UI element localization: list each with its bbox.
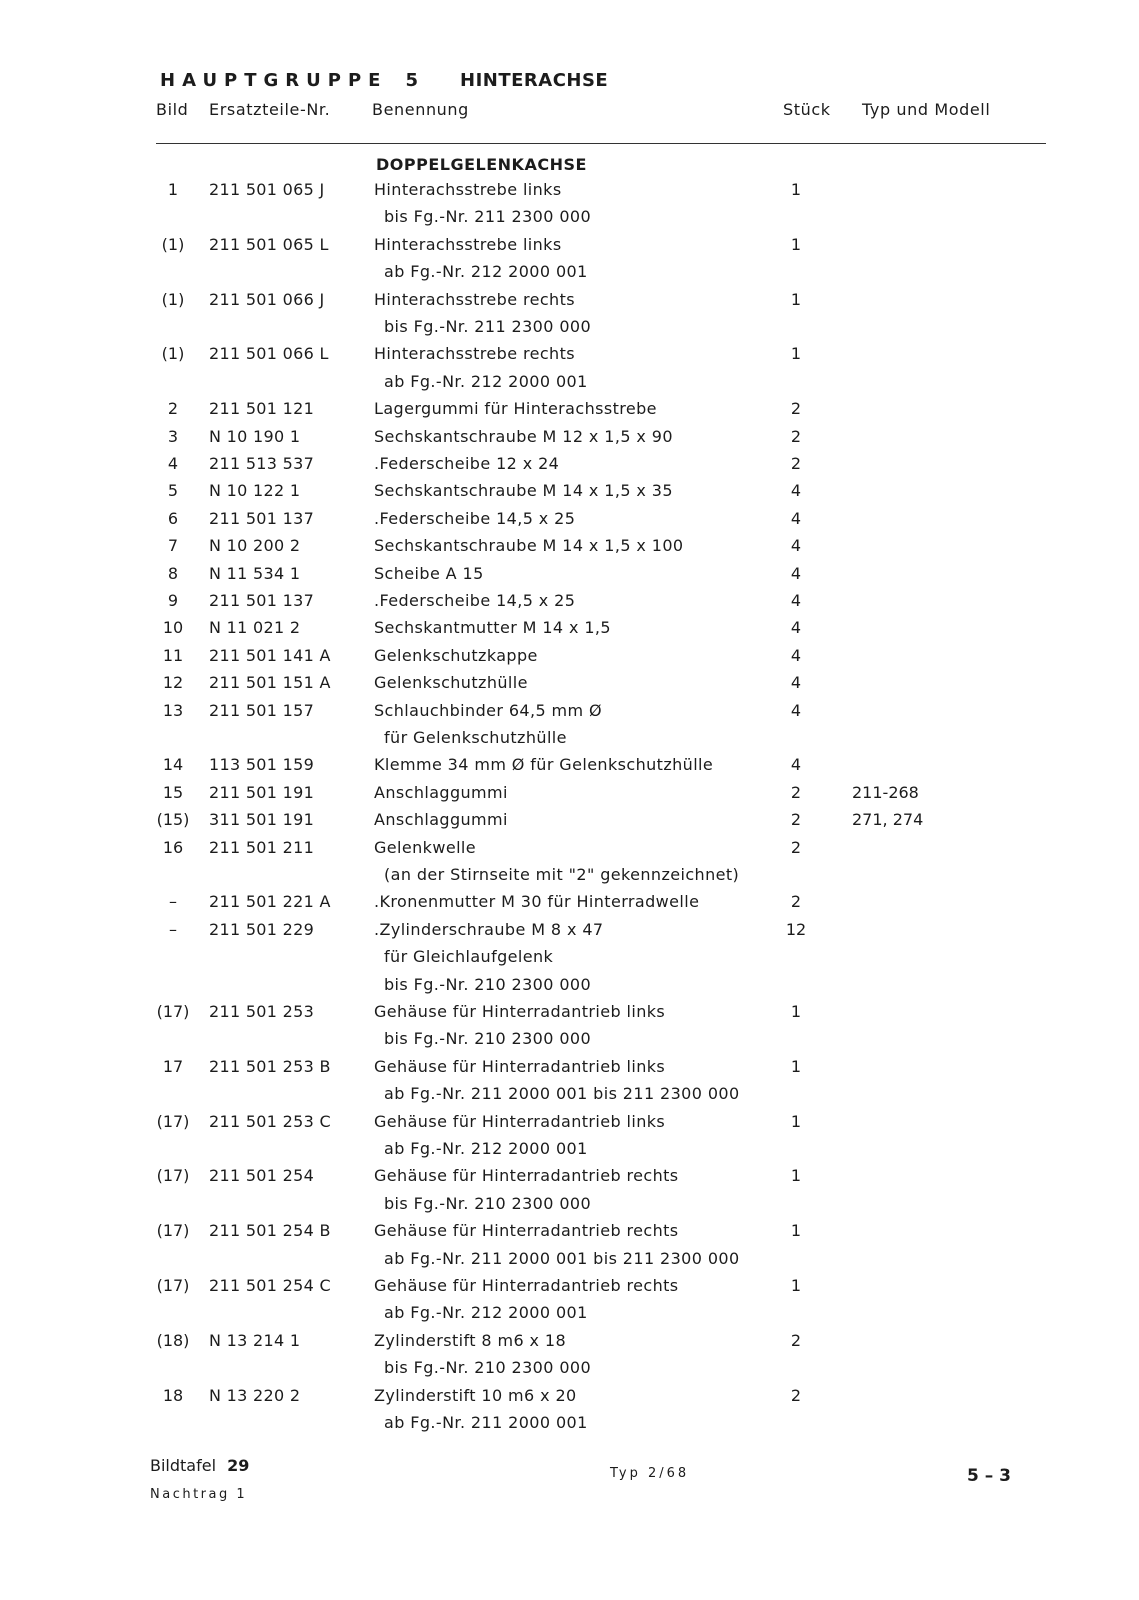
cell-stueck: 4 — [790, 481, 802, 501]
table-row — [0, 1190, 1139, 1218]
cell-ersatzteil-nr: 211 501 253 C — [209, 1111, 331, 1131]
cell-bild: – — [169, 892, 177, 912]
cell-ersatzteil-nr: 211 501 137 — [209, 508, 315, 528]
cell-benennung: Hinterachsstrebe links — [374, 180, 562, 199]
table-row — [0, 971, 1139, 999]
cell-benennung: Hinterachsstrebe rechts — [374, 289, 575, 309]
cell-ersatzteil-nr: 211 501 253 — [209, 1002, 315, 1021]
table-row — [0, 806, 1139, 834]
table-row — [0, 560, 1139, 588]
cell-ersatzteil-nr: 211 501 254 B — [209, 1221, 331, 1241]
cell-bild: (17) — [156, 1276, 190, 1295]
cell-bild: (17) — [156, 1002, 190, 1021]
cell-ersatzteil-nr: 211 501 229 — [209, 919, 315, 939]
table-row — [0, 861, 1139, 889]
table-row — [0, 395, 1139, 423]
cell-ersatzteil-nr: N 11 534 1 — [209, 563, 301, 583]
cell-bild: (1) — [161, 344, 185, 364]
cell-benennung: .Kronenmutter M 30 für Hinterradwelle — [374, 892, 700, 912]
cell-ersatzteil-nr: 211 501 254 C — [209, 1276, 331, 1295]
table-row — [0, 258, 1139, 286]
table-row — [0, 1217, 1139, 1245]
cell-bild: 14 — [162, 755, 184, 775]
cell-bild: 12 — [162, 673, 184, 693]
table-row — [0, 1354, 1139, 1382]
table-row — [0, 697, 1139, 725]
cell-stueck: 2 — [790, 810, 802, 830]
cell-benennung: Hinterachsstrebe links — [374, 234, 562, 254]
cell-stueck: 4 — [790, 755, 802, 775]
cell-stueck: 4 — [790, 591, 802, 610]
table-row — [0, 1272, 1139, 1300]
cell-bild: 6 — [167, 508, 179, 528]
table-row — [0, 998, 1139, 1026]
title-name: HINTERACHSE — [460, 70, 609, 91]
cell-bild: 8 — [167, 563, 179, 583]
cell-ersatzteil-nr: 211 501 151 A — [209, 673, 331, 693]
cell-bild: (1) — [161, 234, 185, 254]
cell-benennung: Schlauchbinder 64,5 mm Ø — [374, 700, 602, 720]
cell-stueck: 2 — [790, 892, 802, 912]
table-row — [0, 888, 1139, 916]
cell-benennung: Gelenkwelle — [374, 837, 477, 857]
cell-bild: 13 — [162, 700, 184, 720]
table-row — [0, 1053, 1139, 1081]
cell-ersatzteil-nr: 113 501 159 — [209, 755, 315, 775]
table-row — [0, 1245, 1139, 1273]
cell-benennung: Klemme 34 mm Ø für Gelenkschutzhülle — [374, 755, 714, 775]
cell-stueck: 1 — [790, 234, 802, 254]
cell-ersatzteil-nr: 211 501 065 J — [209, 180, 325, 199]
cell-bild: 15 — [162, 782, 184, 802]
cell-bild: 3 — [167, 426, 179, 446]
cell-stueck: 2 — [790, 837, 802, 857]
column-header-typ: Typ und Modell — [862, 100, 991, 119]
cell-benennung: Gehäuse für Hinterradantrieb links — [374, 1002, 666, 1021]
cell-stueck: 1 — [790, 1221, 802, 1241]
table-row — [0, 834, 1139, 862]
cell-stueck: 1 — [790, 1276, 802, 1295]
cell-benennung: ab Fg.-Nr. 212 2000 001 — [384, 1139, 588, 1158]
cell-benennung: bis Fg.-Nr. 211 2300 000 — [384, 207, 592, 227]
table-row — [0, 1299, 1139, 1327]
table-row — [0, 1382, 1139, 1410]
cell-ersatzteil-nr: 211 501 254 — [209, 1166, 315, 1186]
cell-ersatzteil-nr: N 10 122 1 — [209, 481, 301, 501]
table-row — [0, 477, 1139, 505]
table-row — [0, 669, 1139, 697]
cell-stueck: 2 — [790, 399, 802, 419]
cell-ersatzteil-nr: 211 501 253 B — [209, 1056, 331, 1076]
cell-stueck: 1 — [790, 1111, 802, 1131]
cell-stueck: 1 — [790, 1056, 802, 1076]
cell-benennung: Sechskantschraube M 14 x 1,5 x 100 — [374, 536, 684, 556]
cell-benennung: Lagergummi für Hinterachsstrebe — [374, 399, 657, 419]
cell-bild: – — [169, 919, 177, 939]
table-row — [0, 587, 1139, 615]
cell-stueck: 2 — [790, 426, 802, 446]
cell-ersatzteil-nr: N 13 214 1 — [209, 1330, 301, 1350]
page-title — [160, 70, 608, 91]
cell-ersatzteil-nr: N 10 190 1 — [209, 426, 301, 446]
table-row — [0, 1327, 1139, 1355]
table-row — [0, 505, 1139, 533]
cell-ersatzteil-nr: 211 501 137 — [209, 591, 315, 610]
cell-ersatzteil-nr: 211 501 066 J — [209, 289, 325, 309]
cell-bild: 2 — [167, 399, 179, 419]
cell-benennung: ab Fg.-Nr. 211 2000 001 bis 211 2300 000 — [384, 1084, 740, 1104]
bildtafel-label: Bildtafel — [150, 1456, 217, 1475]
section-title: DOPPELGELENKACHSE — [376, 155, 587, 174]
column-header-benennung: Benennung — [372, 100, 469, 119]
cell-ersatzteil-nr: N 11 021 2 — [209, 618, 301, 638]
table-row — [0, 450, 1139, 478]
table-row — [0, 724, 1139, 752]
cell-ersatzteil-nr: 211 501 191 — [209, 782, 315, 802]
cell-ersatzteil-nr: 211 513 537 — [209, 454, 315, 473]
cell-ersatzteil-nr: 311 501 191 — [209, 810, 315, 830]
cell-benennung: (an der Stirnseite mit "2" gekennzeichnet) — [384, 865, 740, 884]
cell-benennung: Zylinderstift 8 m6 x 18 — [374, 1330, 567, 1350]
table-row — [0, 642, 1139, 670]
cell-benennung: Gehäuse für Hinterradantrieb rechts — [374, 1221, 679, 1241]
cell-benennung: für Gleichlaufgelenk — [384, 947, 554, 967]
cell-bild: 7 — [167, 536, 179, 556]
table-row — [0, 203, 1139, 231]
cell-typ-modell: 271, 274 — [852, 810, 924, 830]
cell-bild: 18 — [162, 1385, 184, 1405]
cell-bild: 1 — [167, 180, 179, 199]
title-gruppe: HAUPTGRUPPE — [160, 70, 388, 91]
cell-ersatzteil-nr: 211 501 157 — [209, 700, 315, 720]
cell-bild: 11 — [162, 645, 184, 665]
cell-stueck: 2 — [790, 1330, 802, 1350]
cell-benennung: bis Fg.-Nr. 210 2300 000 — [384, 1193, 592, 1213]
cell-stueck: 4 — [790, 700, 802, 720]
cell-benennung: ab Fg.-Nr. 211 2000 001 bis 211 2300 000 — [384, 1248, 740, 1268]
table-row — [0, 1135, 1139, 1163]
cell-benennung: ab Fg.-Nr. 212 2000 001 — [384, 262, 588, 282]
cell-benennung: ab Fg.-Nr. 212 2000 001 — [384, 371, 588, 391]
cell-benennung: Sechskantmutter M 14 x 1,5 — [374, 618, 611, 638]
cell-ersatzteil-nr: 211 501 211 — [209, 837, 315, 857]
cell-benennung: bis Fg.-Nr. 210 2300 000 — [384, 974, 592, 994]
cell-bild: 9 — [167, 591, 179, 610]
cell-bild: (17) — [156, 1111, 190, 1131]
cell-stueck: 4 — [790, 673, 802, 693]
cell-stueck: 1 — [790, 1166, 802, 1186]
cell-benennung: Anschlaggummi — [374, 810, 508, 830]
cell-benennung: Gelenkschutzhülle — [374, 673, 528, 693]
cell-stueck: 1 — [790, 180, 802, 199]
cell-benennung: Sechskantschraube M 14 x 1,5 x 35 — [374, 481, 673, 501]
table-row — [0, 779, 1139, 807]
cell-ersatzteil-nr: 211 501 221 A — [209, 892, 331, 912]
cell-bild: 4 — [167, 454, 179, 473]
cell-ersatzteil-nr: N 13 220 2 — [209, 1385, 301, 1405]
cell-bild: 10 — [162, 618, 184, 638]
cell-bild: 16 — [162, 837, 184, 857]
table-row — [0, 176, 1139, 204]
bildtafel-number: 29 — [227, 1456, 250, 1475]
cell-ersatzteil-nr: 211 501 141 A — [209, 645, 331, 665]
cell-benennung: bis Fg.-Nr. 210 2300 000 — [384, 1029, 592, 1049]
cell-bild: (1) — [161, 289, 185, 309]
cell-ersatzteil-nr: 211 501 065 L — [209, 234, 329, 254]
cell-ersatzteil-nr: N 10 200 2 — [209, 536, 301, 556]
cell-benennung: Gehäuse für Hinterradantrieb links — [374, 1056, 666, 1076]
cell-stueck: 2 — [790, 454, 802, 473]
cell-benennung: Gehäuse für Hinterradantrieb links — [374, 1111, 666, 1131]
cell-stueck: 2 — [790, 1385, 802, 1405]
footer-typ: Typ 2/68 — [610, 1466, 690, 1481]
cell-stueck: 1 — [790, 1002, 802, 1021]
cell-bild: (15) — [156, 810, 190, 830]
cell-benennung: für Gelenkschutzhülle — [384, 728, 567, 747]
cell-stueck: 12 — [785, 919, 807, 939]
cell-benennung: Zylinderstift 10 m6 x 20 — [374, 1385, 577, 1405]
cell-benennung: Gehäuse für Hinterradantrieb rechts — [374, 1276, 679, 1295]
table-row — [0, 751, 1139, 779]
cell-stueck: 4 — [790, 536, 802, 556]
page-number: 5 – 3 — [967, 1466, 1011, 1486]
table-row — [0, 340, 1139, 368]
cell-stueck: 1 — [790, 289, 802, 309]
table-row — [0, 1080, 1139, 1108]
cell-bild: 5 — [167, 481, 179, 501]
cell-benennung: bis Fg.-Nr. 211 2300 000 — [384, 317, 592, 336]
cell-benennung: Gelenkschutzkappe — [374, 645, 538, 665]
table-row — [0, 916, 1139, 944]
table-row — [0, 286, 1139, 314]
cell-benennung: Anschlaggummi — [374, 782, 508, 802]
cell-benennung: .Federscheibe 14,5 x 25 — [374, 508, 576, 528]
cell-stueck: 2 — [790, 782, 802, 802]
footer-bildtafel — [150, 1456, 249, 1475]
header-divider — [156, 143, 1046, 144]
column-header-stueck: Stück — [783, 100, 831, 119]
title-number: 5 — [405, 70, 418, 91]
table-row — [0, 423, 1139, 451]
table-row — [0, 1025, 1139, 1053]
cell-benennung: .Federscheibe 14,5 x 25 — [374, 591, 576, 610]
cell-bild: (18) — [156, 1330, 190, 1350]
cell-benennung: Gehäuse für Hinterradantrieb rechts — [374, 1166, 679, 1186]
cell-bild: (17) — [156, 1221, 190, 1241]
footer-nachtrag: Nachtrag 1 — [150, 1487, 248, 1502]
cell-ersatzteil-nr: 211 501 066 L — [209, 344, 329, 364]
table-row — [0, 313, 1139, 341]
cell-bild: (17) — [156, 1166, 190, 1186]
cell-typ-modell: 211-268 — [852, 782, 919, 802]
column-header-nr: Ersatzteile-Nr. — [209, 100, 331, 119]
cell-benennung: Scheibe A 15 — [374, 563, 484, 583]
cell-benennung: Hinterachsstrebe rechts — [374, 344, 575, 364]
table-row — [0, 368, 1139, 396]
table-row — [0, 614, 1139, 642]
cell-stueck: 1 — [790, 344, 802, 364]
table-row — [0, 1162, 1139, 1190]
cell-stueck: 4 — [790, 618, 802, 638]
cell-benennung: .Federscheibe 12 x 24 — [374, 454, 560, 473]
cell-benennung: Sechskantschraube M 12 x 1,5 x 90 — [374, 426, 673, 446]
cell-benennung: bis Fg.-Nr. 210 2300 000 — [384, 1358, 592, 1378]
table-row — [0, 532, 1139, 560]
cell-stueck: 4 — [790, 645, 802, 665]
column-header-bild: Bild — [156, 100, 189, 119]
cell-benennung: ab Fg.-Nr. 211 2000 001 — [384, 1413, 588, 1432]
cell-benennung: ab Fg.-Nr. 212 2000 001 — [384, 1303, 588, 1323]
cell-stueck: 4 — [790, 563, 802, 583]
table-row — [0, 231, 1139, 259]
table-row — [0, 1108, 1139, 1136]
cell-stueck: 4 — [790, 508, 802, 528]
cell-benennung: .Zylinderschraube M 8 x 47 — [374, 919, 604, 939]
table-row — [0, 1409, 1139, 1437]
cell-ersatzteil-nr: 211 501 121 — [209, 399, 315, 419]
cell-bild: 17 — [162, 1056, 184, 1076]
table-row — [0, 943, 1139, 971]
